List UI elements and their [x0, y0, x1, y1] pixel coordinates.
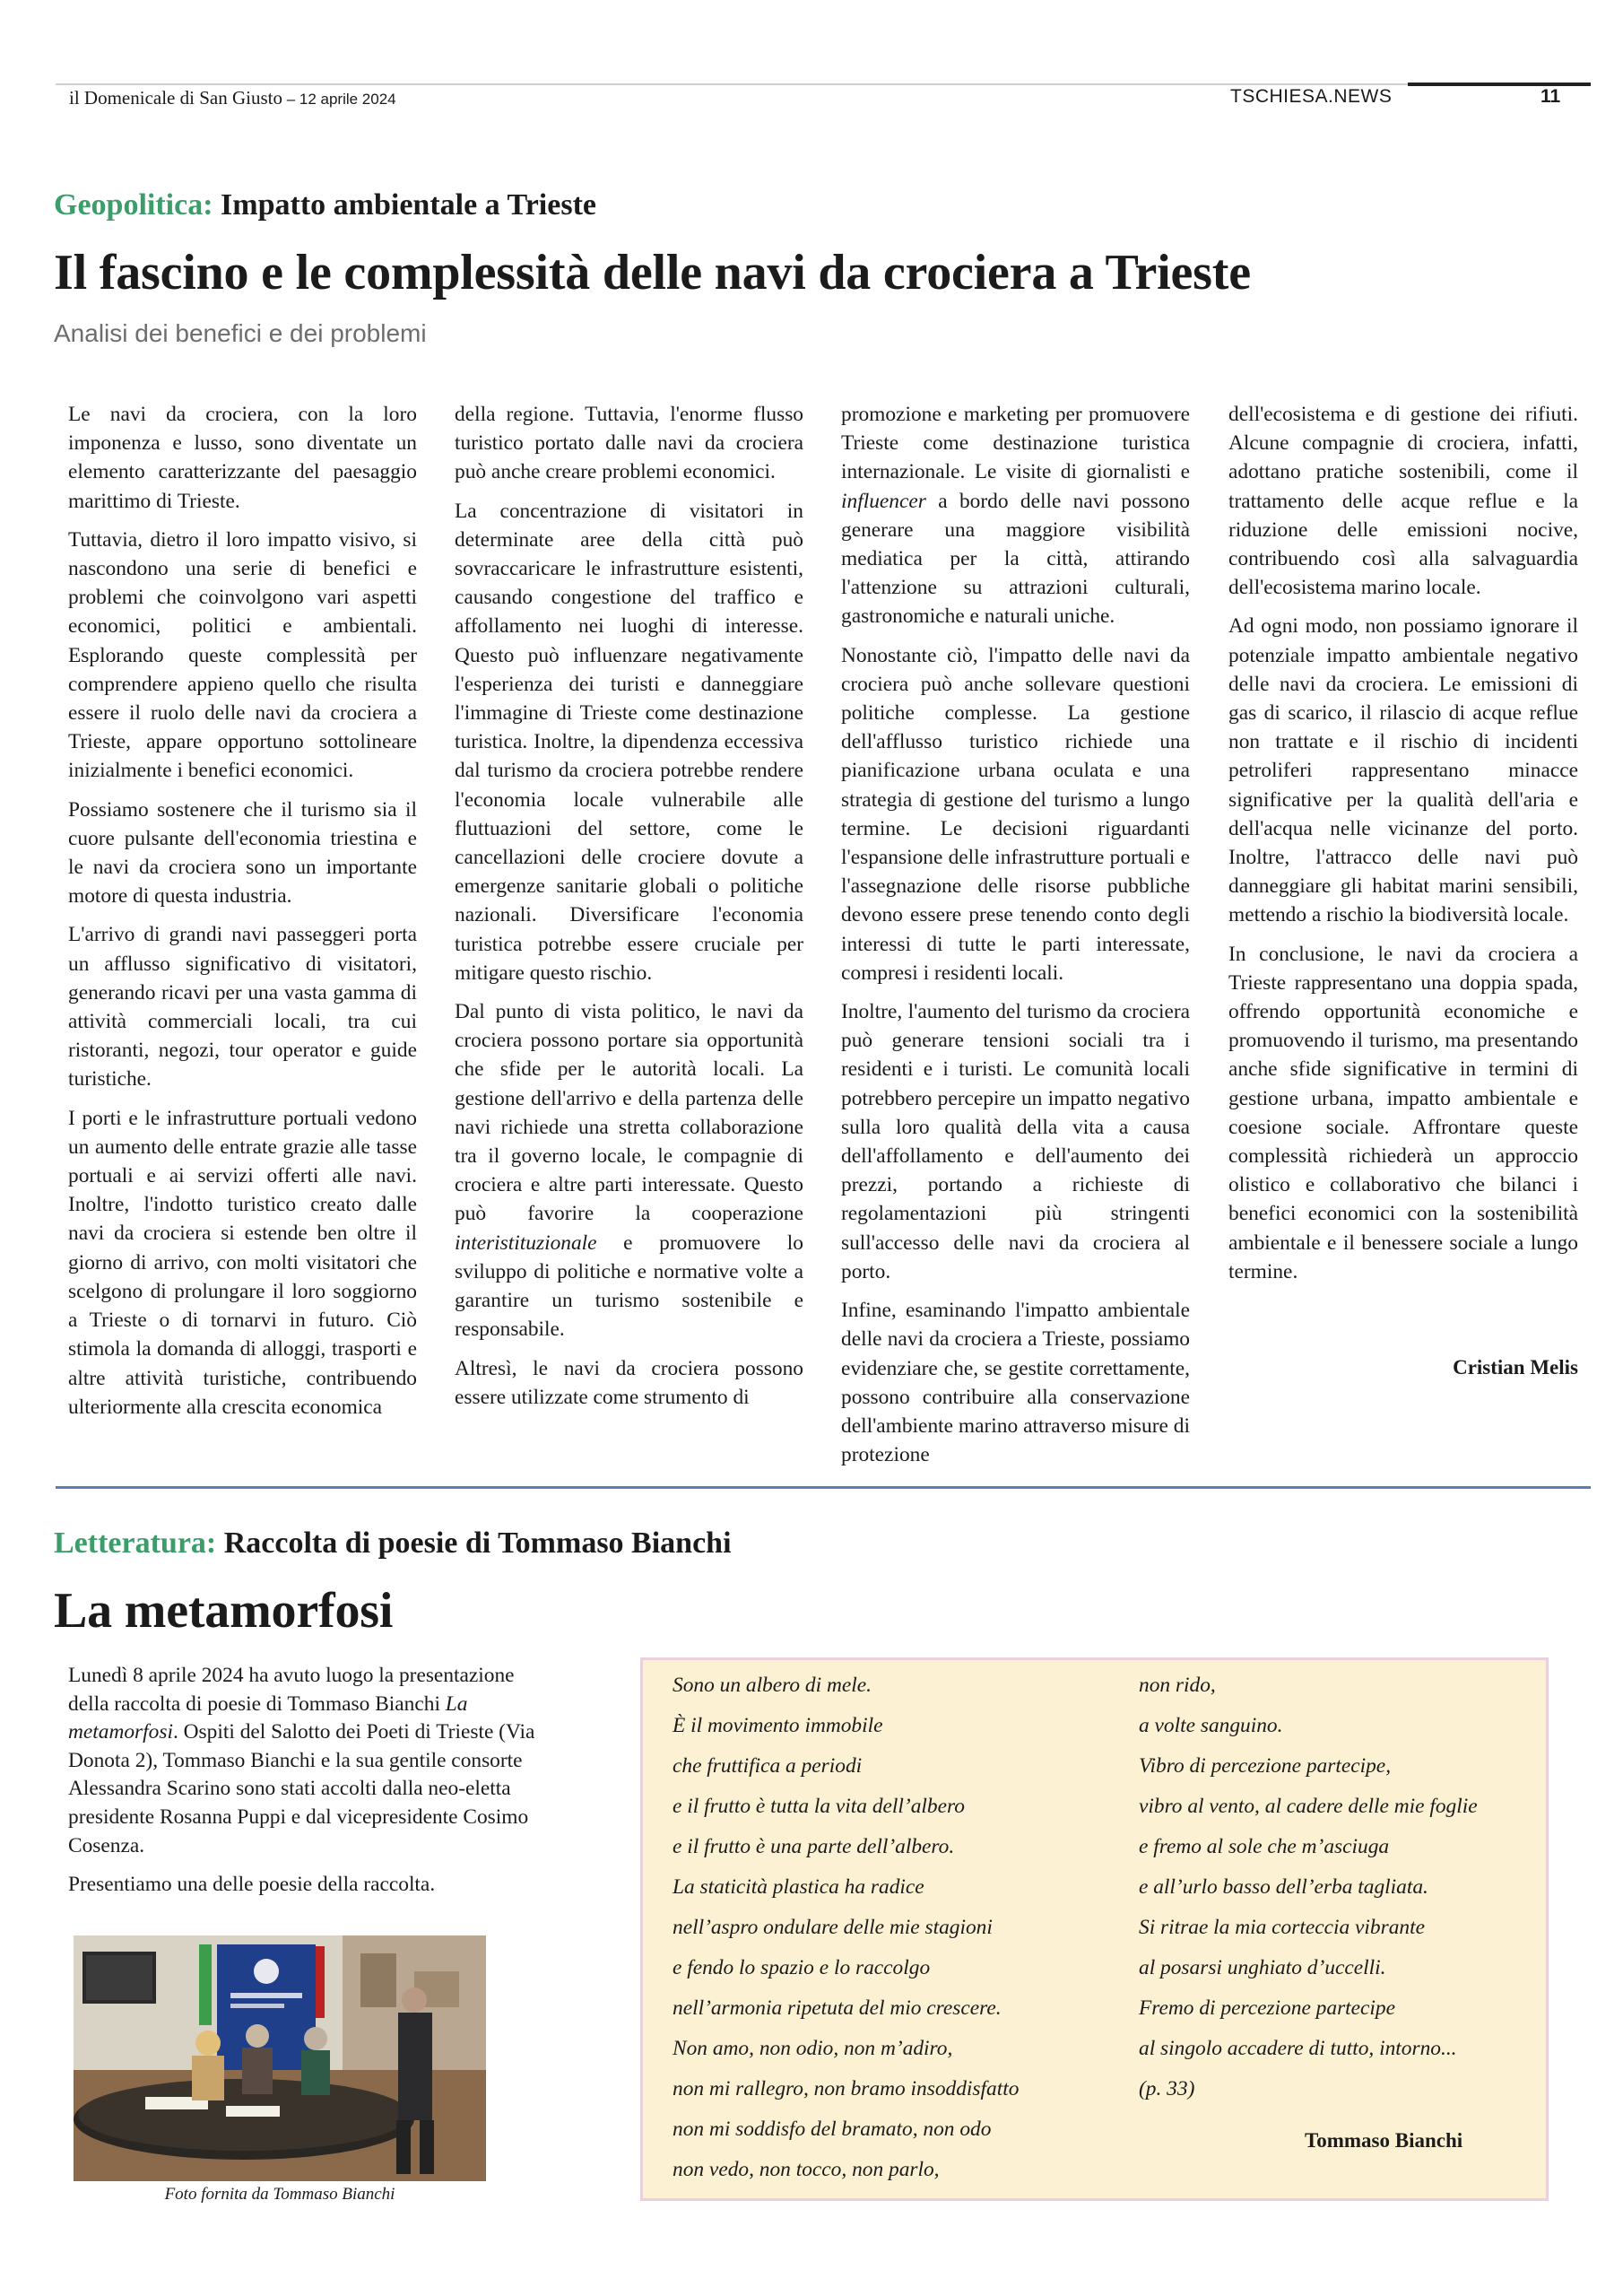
poem-line: Vibro di percezione partecipe, — [1139, 1754, 1392, 1778]
paragraph: Inoltre, l'aumento del turismo da crociera può generare tensioni sociali tra i residenti e i turisti. Le comunità locali potrebbero percepire un impatto negativo sulla loro qualità della vita a causa dell'affollamento e dell'aumento dei prezzi, portando a richieste di regolamentazioni più stringenti sull'accesso delle navi da crociera al porto. — [841, 1000, 1190, 1283]
poem-line: a volte sanguino. — [1139, 1714, 1283, 1737]
poem-line: e il frutto è tutta la vita dell’albero — [673, 1795, 965, 1818]
article1-kicker-text: Impatto ambientale a Trieste — [221, 188, 596, 222]
emphasis: interistituzionale — [455, 1231, 597, 1255]
poem-line: non rido, — [1139, 1674, 1216, 1697]
text-run: a bordo delle navi possono generare una maggiore visibilità mediatica per la città, attirando l'attenzione su attrazioni culturali, gastronomiche e naturali uniche. — [841, 489, 1190, 629]
poem-line: La staticità plastica ha radice — [673, 1875, 924, 1899]
poem-line: non mi rallegro, non bramo insoddisfatto — [673, 2077, 1020, 2100]
emphasis: influencer — [841, 489, 926, 513]
poem-line: e il frutto è una parte dell’albero. — [673, 1835, 955, 1858]
section-divider — [56, 1486, 1591, 1489]
issue-date: 12 aprile 2024 — [299, 91, 396, 108]
article2-title: La metamorfosi — [54, 1583, 394, 1639]
poem-line: Non amo, non odio, non m’adiro, — [673, 2037, 953, 2060]
header-separator: – — [282, 91, 299, 108]
book-title: La metamorfosi — [68, 1692, 468, 1744]
article2-kicker-text: Raccolta di poesie di Tommaso Bianchi — [223, 1526, 732, 1560]
poem-column-left — [673, 1665, 1019, 2190]
poem-line: È il movimento immobile — [673, 1714, 883, 1737]
text-run: promozione e marketing per promuovere Trieste come destinazione turistica internazionale. Le visite di giornalisti e — [841, 403, 1190, 484]
article1-column-1 — [68, 400, 417, 1431]
paragraph: dell'ecosistema e di gestione dei rifiuti. Alcune compagnie di crociera, infatti, adottano pratiche sostenibili, come il trattamento delle acque reflue e la riduzione delle emissioni nocive, contribuendo così alla salvaguardia dell'ecosistema marino locale. — [1228, 403, 1578, 600]
article1-section: Geopolitica: — [54, 188, 213, 222]
poem-line: Fremo di percezione partecipe — [1139, 1996, 1396, 2020]
poem-line: al singolo accadere di tutto, intorno... — [1139, 2037, 1457, 2060]
paragraph — [455, 997, 803, 1344]
poem-line: Si ritrae la mia corteccia vibrante — [1139, 1916, 1425, 1939]
article1-title: Il fascino e le complessità delle navi da crociera a Trieste — [54, 245, 1251, 300]
article1-kicker — [54, 188, 596, 222]
header-rule-accent — [1408, 83, 1591, 86]
paragraph: Ad ogni modo, non possiamo ignorare il potenziale impatto ambientale negativo delle navi da crociera. Le emissioni di gas di scarico, il rilascio di acque reflue non trattate e il rischio di incidenti petroliferi rappresentano minacce significative per la qualità dell'aria e dell'acqua nelle vicinanze del porto. Inoltre, l'attracco delle navi può danneggiare gli habitat marini sensibili, mettendo a rischio la biodiversità locale. — [1228, 614, 1578, 927]
poem-line: e fendo lo spazio e lo raccolgo — [673, 1956, 931, 1979]
paragraph: L'arrivo di grandi navi passeggeri porta un afflusso significativo di visitatori, generando ricavi per una vasta gamma di attività commerciali locali, tra cui ristoranti, negozi, tour operator e guide turistiche. — [68, 923, 417, 1091]
header-publication — [69, 87, 396, 109]
poem-line: nell’aspro ondulare delle mie stagioni — [673, 1916, 993, 1939]
event-photo — [74, 1935, 486, 2181]
header-rule — [56, 83, 1591, 85]
poem-line: Sono un albero di mele. — [673, 1674, 872, 1697]
poem-line: e all’urlo basso dell’erba tagliata. — [1139, 1875, 1428, 1899]
article1-author: Cristian Melis — [1453, 1356, 1578, 1378]
photo-caption: Foto fornita da Tommaso Bianchi — [164, 2185, 395, 2204]
article1-subtitle: Analisi dei benefici e dei problemi — [54, 319, 427, 347]
paragraph: Nonostante ciò, l'impatto delle navi da crociera può anche sollevare questioni politiche complesse. La gestione dell'afflusso turistico richiede una pianificazione urbana oculata e una strategia di gestione del turismo a lungo termine. Le decisioni riguardanti l'espansione delle infrastrutture portuali e l'assegnazione delle risorse pubbliche devono essere prese tenendo conto degli interessi di tutte le parti interessate, compresi i residenti locali. — [841, 643, 1190, 985]
text-run: e promuovere lo sviluppo di politiche e normative volte a garantire un turismo sostenibile e responsabile. — [455, 1231, 803, 1342]
article2-kicker — [54, 1526, 732, 1561]
text-run: . Ospiti del Salotto dei Poeti di Trieste (Via Donota 2), Tommaso Bianchi e la sua gentile consorte Alessandra Scarino sono stati accolti dalla neo-eletta presidente Rosanna Puppi e dal vicepresidente Cosimo Cosenza. — [68, 1720, 535, 1857]
paragraph: Altresì, le navi da crociera possono essere utilizzate come strumento di — [455, 1356, 803, 1409]
paragraph: I porti e le infrastrutture portuali vedono un aumento delle entrate grazie alle tasse portuali e ai servizi offerti alle navi. Inoltre, l'indotto turistico creato dalle navi da crociera si estende ben oltre il giorno di arrivo, con molti visitatori che scelgono di prolungare il loro soggiorno a Trieste o di tornarvi in futuro. Ciò stimola la domanda di alloggi, trasporti e altre attività turistiche, contribuendo ulteriormente alla crescita economica — [68, 1106, 417, 1419]
article2-section: Letteratura: — [54, 1526, 217, 1560]
event-photo-illustration — [74, 1935, 486, 2181]
publication-name: il Domenicale di San Giusto — [69, 87, 282, 109]
poem-column-right — [1139, 1665, 1478, 2109]
poem-line: e fremo al sole che m’asciuga — [1139, 1835, 1390, 1858]
paragraph — [841, 400, 1190, 631]
poem-line: nell’armonia ripetuta del mio crescere. — [673, 1996, 1002, 2020]
paragraph: Le navi da crociera, con la loro imponenza e lusso, sono diventate un elemento caratterizzante del paesaggio marittimo di Trieste. — [68, 403, 417, 513]
text-run: Dal punto di vista politico, le navi da crociera possono portare sia opportunità che sfide per le autorità locali. La gestione dell'arrivo e della partenza delle navi richiede una stretta collaborazione tra il governo locale, le compagnie di crociera e altre parti interessate. Questo può favorire la cooperazione — [455, 1000, 803, 1226]
paragraph: In conclusione, le navi da crociera a Trieste rappresentano una doppia spada, offrendo opportunità economiche e promuovendo il turismo, ma presentando anche sfide significative in termini di gestione urbana, impatto ambientale e coesione sociale. Affrontare queste complessità richiederà un approccio olistico e collaborativo che bilanci i benefici economici con la sostenibilità ambientale e il benessere sociale a lungo termine. — [1228, 942, 1578, 1283]
text-run: Lunedì 8 aprile 2024 ha avuto luogo la presentazione della raccolta di poesie di Tommaso Bianchi — [68, 1664, 515, 1716]
poem-line: non mi soddisfo del bramato, non odo — [673, 2118, 992, 2141]
poem-box — [640, 1657, 1549, 2201]
poem-line: vibro al vento, al cadere delle mie foglie — [1139, 1795, 1478, 1818]
article2-intro — [68, 1662, 542, 1910]
article1-column-4 — [1228, 400, 1578, 1296]
poem-line: non vedo, non tocco, non parlo, — [673, 2158, 940, 2181]
paragraph: Tuttavia, dietro il loro impatto visivo, si nascondono una serie di benefici e problemi che coinvolgono vari aspetti economici, politici e ambientali. Esplorando queste complessità per comprendere appieno quello che risulta essere il ruolo delle navi da crociera a Trieste, appare opportuno sottolineare inizialmente i benefici economici. — [68, 527, 417, 783]
article1-column-2 — [455, 400, 803, 1422]
paragraph — [68, 1662, 542, 1860]
page-number: 11 — [1541, 86, 1561, 107]
poem-line: che fruttifica a periodi — [673, 1754, 863, 1778]
poem-author: Tommaso Bianchi — [1305, 2129, 1463, 2152]
article1-column-3 — [841, 400, 1190, 1479]
paragraph: Possiamo sostenere che il turismo sia il cuore pulsante dell'economia triestina e le navi da crociera sono un importante motore di questa industria. — [68, 797, 417, 909]
paragraph: La concentrazione di visitatori in determinate aree della città può sovraccaricare le infrastrutture esistenti, causando congestione del traffico e affollamento nei luoghi di interesse. Questo può influenzare negativamente l'esperienza dei turisti e danneggiare l'immagine di Trieste come destinazione turistica. Inoltre, la dipendenza eccessiva dal turismo da crociera potrebbe rendere l'economia locale vulnerabile alle fluttuazioni del settore, come le cancellazioni delle crociere dovute a emergenze sanitarie globali o politiche nazionali. Diversificare l'economia turistica potrebbe essere cruciale per mitigare questo rischio. — [455, 499, 803, 985]
paragraph: Presentiamo una delle poesie della raccolta. — [68, 1873, 436, 1897]
poem-line: al posarsi unghiato d’uccelli. — [1139, 1956, 1386, 1979]
poem-line: (p. 33) — [1139, 2077, 1195, 2100]
paragraph: Infine, esaminando l'impatto ambientale delle navi da crociera a Trieste, possiamo evidenziare che, se gestite correttamente, possono contribuire alla conservazione dell'ambiente marino attraverso misure di protezione — [841, 1299, 1190, 1467]
site-name: TSCHIESA.NEWS — [1230, 86, 1393, 107]
paragraph: della regione. Tuttavia, l'enorme flusso turistico portato dalle navi da crociera può anche creare problemi economici. — [455, 403, 803, 484]
